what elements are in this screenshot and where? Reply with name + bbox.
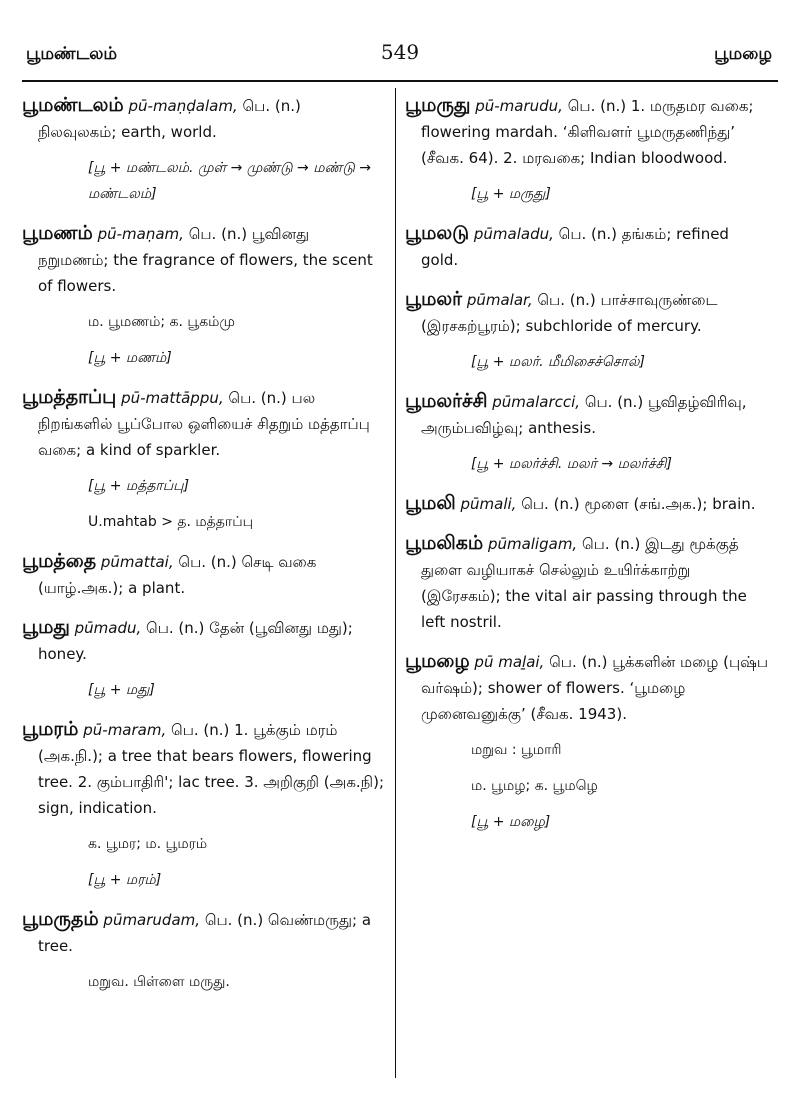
transliteration: pūmaligam, (487, 535, 578, 553)
transliteration: pūmadu, (74, 619, 142, 637)
definition: பெ. (n.) பூவினது நறுமணம்; the fragrance of flowers, the scent of flowers. (38, 225, 373, 295)
definition: பெ. (n.) பூவிதழ்விரிவு, அரும்பவிழ்வு; anthesis. (421, 393, 747, 437)
headword: பூமத்தாப்பு (22, 386, 117, 408)
transliteration: pūmattai, (100, 553, 174, 571)
definition: பெ. (n.) 1. மருதமர வகை; flowering mardah. ‘கிளிவளர் பூமருதணிந்து’ (சீவக. 64). 2. மரவகை; Indian bloodwood. (421, 97, 754, 167)
etymology-note: [பூ + மணம்] (88, 350, 172, 366)
definition: பெ. (n.) 1. பூக்கும் மரம் (அக.நி.); a tree that bears flowers, flowering tree. 2. கும்பாதிரி'; lac tree. 3. அறிகுறி (அக.நி); sign, indication. (38, 721, 385, 817)
headword: பூமருது (405, 94, 471, 116)
entry (405, 530, 770, 635)
entry (405, 388, 770, 477)
etymology-note: [பூ + மருது] (471, 186, 551, 202)
transliteration: pū-marudu, (475, 97, 563, 115)
definition: பெ. (n.) தேன் (பூவினது மது); honey. (38, 619, 353, 663)
definition: பெ. (n.) வெண்மருது; a tree. (38, 911, 372, 955)
definition: பெ. (n.) செடி வகை (யாழ்.அக.); a plant. (38, 553, 317, 597)
transliteration: pū maḻai, (474, 653, 545, 671)
headword: பூமலி (405, 492, 456, 514)
transliteration: pū-maṇam, (97, 225, 184, 243)
definition: பெ. (n.) தங்கம்; refined gold. (421, 225, 729, 269)
cognates: ம. பூமழ; க. பூமழெ (471, 778, 598, 794)
entry (22, 716, 384, 893)
headword: பூமத்தை (22, 550, 97, 572)
definition: பெ. (n.) பாச்சாவுருண்டை (இரசகற்பூரம்); subchloride of mercury. (421, 291, 718, 335)
transliteration: pūmarudam, (103, 911, 201, 929)
headword: பூமலிகம் (405, 532, 484, 554)
header-right-guideword: பூமழை (714, 44, 772, 64)
left-column (22, 92, 384, 1008)
etymology-note: [பூ + மத்தாப்பு] (88, 478, 190, 494)
definition: பெ. (n.) பல நிறங்களில் பூப்போல ஒளியைச் சிதறும் மத்தாப்பு வகை; a kind of sparkler. (38, 389, 370, 459)
headword: பூமலர்ச்சி (405, 390, 488, 412)
entry (405, 286, 770, 375)
transliteration: pūmali, (460, 495, 517, 513)
headword: பூமருதம் (22, 908, 99, 930)
headword: பூமலர் (405, 288, 463, 310)
entry (405, 220, 770, 273)
headword: பூமணம் (22, 222, 93, 244)
headword: பூமரம் (22, 718, 79, 740)
entry (22, 614, 384, 703)
entry (22, 548, 384, 601)
transliteration: pūmalar, (466, 291, 533, 309)
etymology-note: [பூ + மலர். மீமிசைச்சொல்] (471, 354, 645, 370)
page-number: 549 (380, 40, 420, 64)
headword: பூமண்டலம் (22, 94, 124, 116)
headword: பூமலடு (405, 222, 470, 244)
transliteration: pūmalarcci, (492, 393, 581, 411)
etymology-note: [பூ + மரம்] (88, 872, 162, 888)
right-column (405, 92, 770, 848)
definition: பெ. (n.) பூக்களின் மழை (புஷ்ப வர்ஷம்); shower of flowers. ‘பூமழை முனைவனுக்கு’ (சீவக. 1943). (421, 653, 769, 723)
entry (405, 490, 770, 517)
etymology-note: [பூ + மது] (88, 682, 155, 698)
headword: பூமழை (405, 650, 470, 672)
etymology-note: [பூ + மலர்ச்சி. மலர் → மலர்ச்சி] (471, 456, 672, 472)
definition: பெ. (n.) இடது மூக்குத் துளை வழியாகச் செல்லும் உயிர்க்காற்று (இரேசகம்); the vital air passing through the left nostril. (421, 535, 747, 631)
entry (405, 92, 770, 207)
page-header (22, 40, 778, 80)
column-divider (395, 88, 396, 1078)
entry (22, 92, 384, 207)
headword: பூமது (22, 616, 70, 638)
entry (22, 220, 384, 371)
synonym-note: மறுவ : பூமாரி (471, 742, 562, 758)
etymology-note: [பூ + மண்டலம். முள் → முண்டு → மண்டு → மண்டலம்] (88, 160, 371, 202)
header-rule (22, 80, 778, 82)
definition: பெ. (n.) மூளை (சங்.அக.); brain. (521, 495, 756, 513)
entry (22, 906, 384, 995)
cognates: ம. பூமணம்; க. பூகம்மு (88, 314, 235, 330)
transliteration: pū-maram, (83, 721, 167, 739)
transliteration: pūmaladu, (473, 225, 554, 243)
synonym-note: மறுவ. பிள்ளை மருது. (88, 974, 230, 990)
entry (405, 648, 770, 835)
transliteration: pū-mattāppu, (121, 389, 224, 407)
header-left-guideword: பூமண்டலம் (26, 44, 118, 64)
entry (22, 384, 384, 535)
cognates: க. பூமர; ம. பூமரம் (88, 836, 208, 852)
loan-origin: U.mahtab > த. மத்தாப்பு (88, 514, 254, 530)
etymology-note: [பூ + மழை] (471, 814, 551, 830)
definition: பெ. (n.) நிலவுலகம்; earth, world. (38, 97, 301, 141)
transliteration: pū-maṇḍalam, (128, 97, 238, 115)
